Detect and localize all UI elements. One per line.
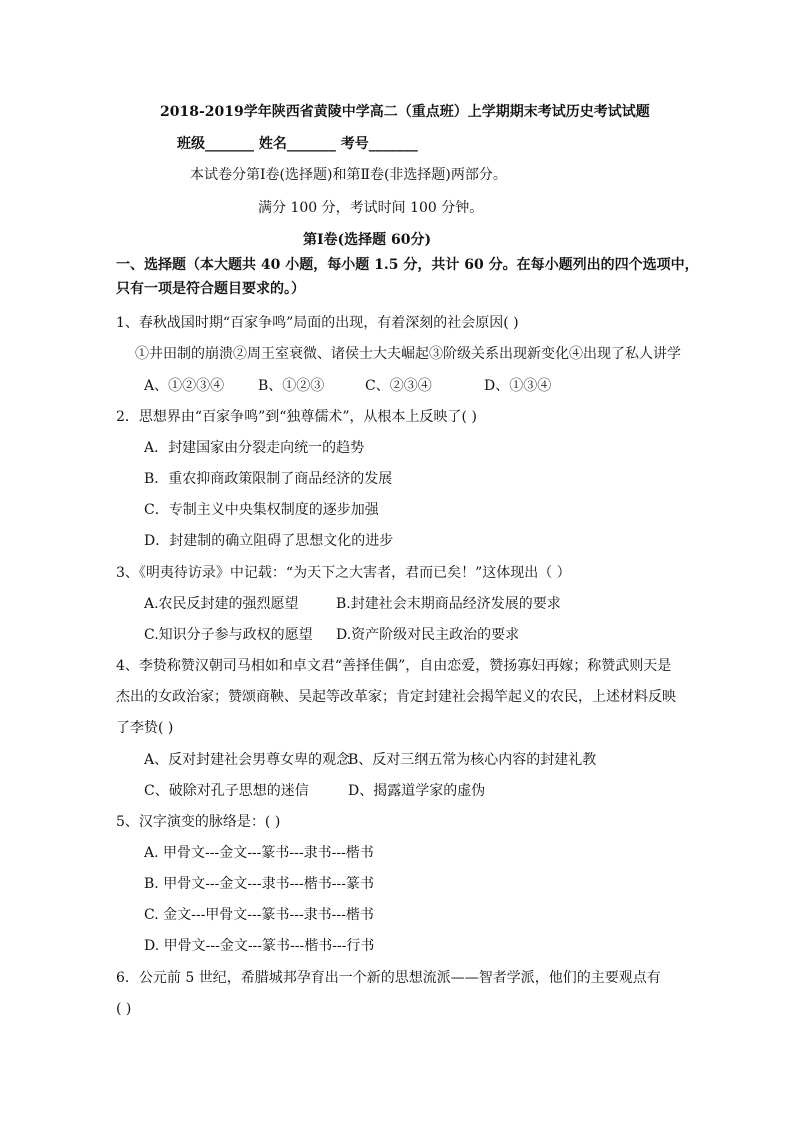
exam-title: 2018-2019学年陕西省黄陵中学高二（重点班）上学期期末考试历史考试试题 <box>160 104 650 120</box>
question-3-option-c: C.知识分子参与政权的愿望 <box>144 627 313 643</box>
question-4-option-d: D、揭露道学家的虚伪 <box>348 783 486 799</box>
question-4-option-c: C、破除对孔子思想的迷信 <box>144 783 309 799</box>
question-5-option-c: C. 金文---甲骨文---篆书---隶书---楷书 <box>144 907 374 923</box>
section-instructions-line1: 一、选择题（本大题共 40 小题，每小题 1.5 分，共计 60 分。在每小题列出的四个选项中， <box>116 257 699 273</box>
question-1-option-d: D、①③④ <box>484 378 552 394</box>
question-6-stem-line1: 6．公元前 5 世纪，希腊城邦孕育出一个新的思想流派——智者学派，他们的主要观点有 <box>116 970 661 986</box>
question-2-option-a: A．封建国家由分裂走向统一的趋势 <box>144 440 365 456</box>
question-3-option-d: D.资产阶级对民主政治的要求 <box>336 627 520 643</box>
question-3-stem: 3、《明夷待访录》中记载：“为天下之大害者，君而已矣！”这体现出（ ） <box>116 565 571 581</box>
question-1-option-c: C、②③④ <box>365 378 432 394</box>
question-3-option-a: A.农民反封建的强烈愿望 <box>144 596 299 612</box>
intro-structure: 本试卷分第Ⅰ卷(选择题)和第Ⅱ卷(非选择题)两部分。 <box>190 167 507 183</box>
question-4-stem-line1: 4、李贽称赞汉朝司马相如和卓文君“善择佳偶”，自由恋爱，赞扬寡妇再嫁；称赞武则天是 <box>116 658 672 674</box>
question-4-option-a: A、反对封建社会男尊女卑的观念 <box>144 752 351 768</box>
question-4-stem-line3: 了李贽( ) <box>116 720 174 736</box>
question-2-stem: 2．思想界由“百家争鸣”到“独尊儒术”，从根本上反映了( ) <box>116 409 477 425</box>
question-5-option-b: B. 甲骨文---金文---隶书---楷书---篆书 <box>144 876 374 892</box>
student-info-line: 班级_______ 姓名_______ 考号_______ <box>177 136 418 152</box>
question-6-stem-line2: ( ) <box>116 1001 132 1017</box>
question-4-option-b: B、反对三纲五常为核心内容的封建礼教 <box>348 752 597 768</box>
intro-score-time: 满分 100 分，考试时间 100 分钟。 <box>258 200 484 216</box>
question-5-stem: 5、汉字演变的脉络是：( ) <box>116 814 281 830</box>
question-1-statements: ①井田制的崩溃②周王室衰微、诸侯士大夫崛起③阶级关系出现新变化④出现了私人讲学 <box>135 346 681 362</box>
section-instructions-line2: 只有一项是符合题目要求的。） <box>116 281 305 297</box>
question-1-stem: 1、春秋战国时期“百家争鸣”局面的出现，有着深刻的社会原因( ) <box>116 315 519 331</box>
question-2-option-c: C．专制主义中央集权制度的逐步加强 <box>144 502 379 518</box>
question-4-stem-line2: 杰出的女政治家；赞颂商鞅、吴起等改革家；肯定封建社会揭竿起义的农民，上述材料反映 <box>116 689 676 705</box>
question-2-option-d: D．封建制的确立阻碍了思想文化的进步 <box>144 533 394 549</box>
question-1-option-a: A、①②③④ <box>144 378 225 394</box>
question-1-option-b: B、①②③ <box>258 378 325 394</box>
question-3-option-b: B.封建社会末期商品经济发展的要求 <box>336 596 561 612</box>
question-5-option-a: A. 甲骨文---金文---篆书---隶书---楷书 <box>144 845 374 861</box>
question-5-option-d: D. 甲骨文---金文---篆书---楷书---行书 <box>144 938 375 954</box>
question-2-option-b: B．重农抑商政策限制了商品经济的发展 <box>144 471 393 487</box>
part1-heading: 第Ⅰ卷(选择题 60分) <box>303 232 432 248</box>
